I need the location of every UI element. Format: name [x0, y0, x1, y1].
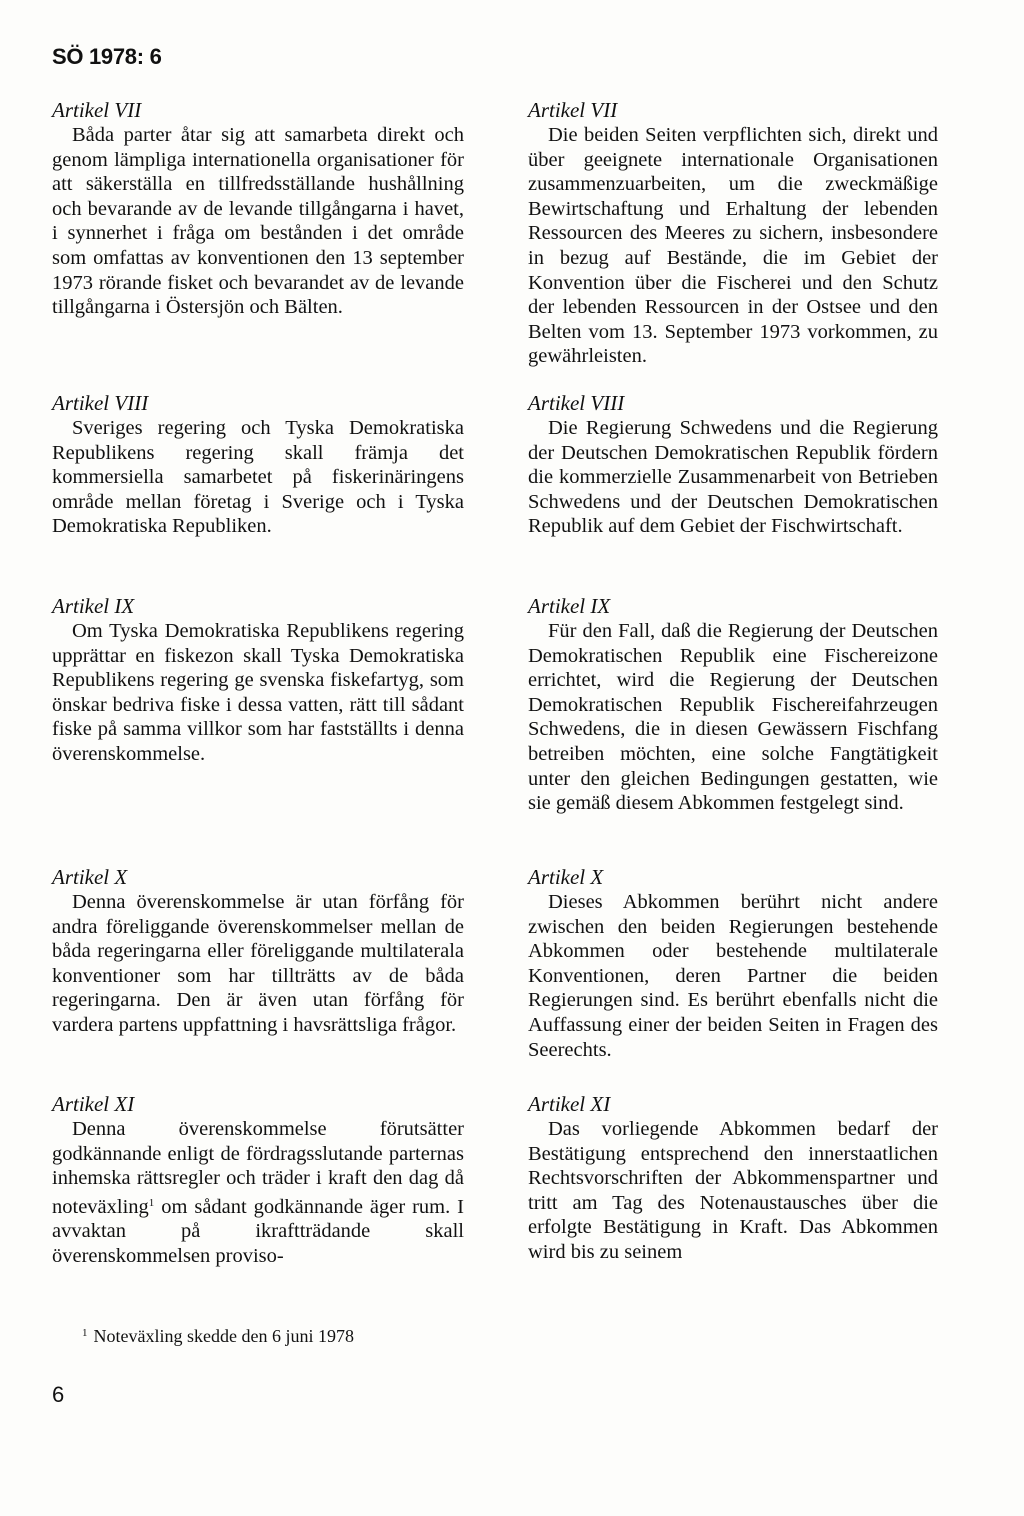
- article-body: [52, 619, 464, 767]
- article-title: Artikel X: [528, 865, 604, 889]
- footnote-marker: 1: [82, 1327, 88, 1339]
- article-title: Artikel X: [52, 865, 128, 889]
- page-number: 6: [52, 1382, 65, 1407]
- article-title: Artikel XI: [52, 1092, 135, 1116]
- article-body: [528, 890, 938, 1062]
- article-text: Für den Fall, daß die Regierung der Deutschen Demokratischen Republik eine Fischereizone errichtet, wird die Regierung der Deutschen Demokratischen Republik Fischereifahrzeugen Schwedens, die in diesen Gewässern Fischfang betreiben möchten, eine solche Fangtätigkeit unter den gleichen Bedingungen gestatten, wie sie gemäß diesem Abkommen festgelegt sind.: [528, 620, 938, 815]
- article-text-continued: om sådant godkännande äger rum. I avvaktan på ikraftträdande skall överenskommelsen proviso-: [52, 1195, 464, 1267]
- article-title: Artikel XI: [528, 1092, 611, 1116]
- article-text: Dieses Abkommen berührt nicht andere zwischen den beiden Regierungen bestehende Abkommen oder bestehende multilaterale Konventionen, deren Partner die beiden Regierungen sind. Es berührt ebenfalls nicht die Auffassung einer der beiden Seiten in Fragen des Seerechts.: [528, 891, 938, 1061]
- article-text: Om Tyska Demokratiska Republikens regering upprättar en fiskezon skall Tyska Demokratiska Republikens regering ge svenska fiskefartyg, som önskar bedriva fiske i dessa vatten, rätt till sådant fiske på samma villkor som har fastställts i denna överenskommelse.: [52, 620, 464, 765]
- article-body: [52, 890, 464, 1038]
- article-body: [528, 1117, 938, 1265]
- article-title: Artikel VIII: [528, 391, 625, 415]
- article-body: [528, 123, 938, 369]
- article-body: [52, 123, 464, 320]
- article-body: [528, 619, 938, 816]
- article-text: Das vorliegende Abkommen bedarf der Bestätigung entsprechend den innerstaatlichen Rechtsvorschriften der Abkommenspartner und tritt am Tag des Notenaustausches über die erfolgte Bestätigung in Kraft. Das Abkommen wird bis zu seinem: [528, 1118, 938, 1263]
- footnote-text: Noteväxling skedde den 6 juni 1978: [93, 1326, 354, 1346]
- article-title: Artikel IX: [52, 594, 135, 618]
- footnote-reference[interactable]: 1: [148, 1196, 155, 1209]
- article-text: Denna överenskommelse är utan förfång för andra föreliggande överenskommelser mellan de båda regeringarna eller föreliggande multilaterala konventioner som har tillträtts av de båda regeringarna. Den är även utan förfång för vardera partens uppfattning i havsrättsliga frågor.: [52, 891, 464, 1036]
- article-text: Denna överenskommelse förutsätter godkännande enligt de fördragsslutande parternas inhemska rättsregler och träder i kraft den dag då noteväxling: [52, 1118, 464, 1218]
- footnote: [82, 1326, 354, 1347]
- article-body: [52, 1117, 464, 1269]
- article-body: [528, 416, 938, 539]
- article-text: Sveriges regering och Tyska Demokratiska Republikens regering skall främja det kommersiella samarbetet på fiskerinäringens område mellan företag i Sverige och i Tyska Demokratiska Republiken.: [52, 417, 464, 538]
- article-title: Artikel VII: [52, 98, 142, 122]
- article-body: [52, 416, 464, 539]
- document-reference: SÖ 1978: 6: [52, 44, 162, 69]
- article-title: Artikel VIII: [52, 391, 149, 415]
- article-title: Artikel VII: [528, 98, 618, 122]
- article-text: Die Regierung Schwedens und die Regierung der Deutschen Demokratischen Republik fördern die kommerzielle Zusammenarbeit von Betrieben Schwedens und der Deutschen Demokratischen Republik auf dem Gebiet der Fischwirtschaft.: [528, 417, 938, 538]
- article-title: Artikel IX: [528, 594, 611, 618]
- article-text: Båda parter åtar sig att samarbeta direkt och genom lämpliga internationella organisationer för att säkerställa en tillfredsställande hushållning och bevarande av de levande tillgångarna i havet, i synnerhet i fråga om bestånden i det område som omfattas av konventionen den 13 september 1973 rörande fisket och bevarandet av de levande tillgångarna i Östersjön och Bälten.: [52, 124, 464, 319]
- article-text: Die beiden Seiten verpflichten sich, direkt und über geeignete internationale Organisationen zusammenzuarbeiten, um die zweckmäßige Bewirtschaftung und Erhaltung der lebenden Ressourcen des Meeres zu sichern, insbesondere in bezug auf Bestände, die im Gebiet der Konvention über die Fischerei und den Schutz der lebenden Ressourcen in der Ostsee und den Belten vom 13. September 1973 vorkommen, zu gewährleisten.: [528, 124, 938, 368]
